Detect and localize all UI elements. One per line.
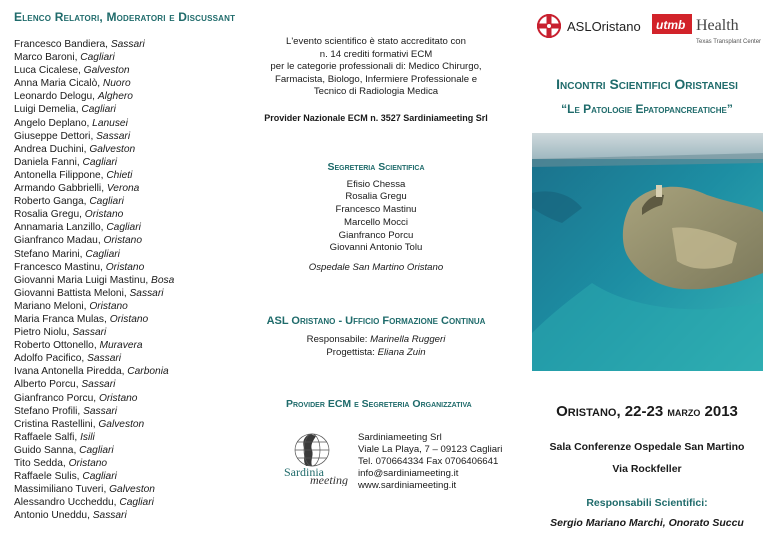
speaker-item bbox=[14, 444, 254, 457]
speaker-name: Francesco Bandiera, bbox=[14, 39, 111, 50]
speaker-name: Raffaele Salfi, bbox=[14, 431, 81, 443]
speaker-city: Sassari bbox=[87, 353, 122, 365]
speaker-item bbox=[14, 64, 254, 77]
speaker-city: Galveston bbox=[109, 484, 155, 496]
asl-responsible-label: Responsabile: bbox=[306, 334, 371, 346]
event-month: marzo bbox=[667, 404, 701, 419]
provider-contact bbox=[358, 432, 502, 492]
speaker-item bbox=[14, 352, 254, 365]
speaker-name: Giuseppe Dettori, bbox=[14, 130, 97, 142]
speaker-city: Sassari bbox=[129, 287, 164, 299]
accreditation-line: n. 14 crediti formativi ECM bbox=[319, 48, 433, 60]
speaker-name: Roberto Ottonello, bbox=[14, 340, 100, 352]
speaker-city: Cagliari bbox=[106, 222, 141, 234]
speaker-city: Isili bbox=[80, 431, 95, 443]
speaker-item bbox=[14, 405, 254, 418]
speaker-name: Daniela Fanni, bbox=[14, 156, 83, 168]
asl-designer bbox=[258, 346, 494, 359]
speaker-city: Sassari bbox=[81, 379, 116, 391]
speaker-name: Rosalia Gregu, bbox=[14, 209, 85, 221]
speaker-item bbox=[14, 169, 254, 182]
speaker-item bbox=[14, 470, 254, 483]
speaker-item bbox=[14, 195, 254, 208]
speaker-item bbox=[14, 51, 254, 64]
speaker-item bbox=[14, 77, 254, 90]
event-days: , 22-23 bbox=[616, 403, 668, 420]
speaker-city: Verona bbox=[106, 183, 140, 195]
sardiniameeting-logo bbox=[282, 430, 352, 486]
utmb-badge-text: utmb bbox=[656, 18, 686, 32]
speaker-name: Angelo Deplano, bbox=[14, 117, 93, 129]
speaker-city: Oristano bbox=[109, 313, 149, 325]
segreteria-place: Ospedale San Martino Oristano bbox=[308, 262, 444, 274]
speaker-name: Pietro Niolu, bbox=[14, 327, 73, 339]
speakers-title: Elenco Relatori, Moderatori e Discussant bbox=[14, 10, 236, 24]
speaker-name: Francesco Mastinu, bbox=[14, 261, 106, 273]
speaker-item bbox=[14, 496, 254, 509]
speaker-city: Muravera bbox=[99, 340, 143, 352]
speaker-city: Cagliari bbox=[81, 104, 116, 116]
asl-designer-label: Progettista: bbox=[326, 347, 378, 359]
speaker-city: Galveston bbox=[83, 65, 130, 77]
speaker-name: Marco Baroni, bbox=[14, 52, 81, 64]
speaker-city: Chieti bbox=[106, 169, 133, 181]
speaker-item bbox=[14, 261, 254, 274]
segreteria-member: Giovanni Antonio Tolu bbox=[329, 242, 423, 254]
speaker-name: Gianfranco Madau, bbox=[14, 235, 104, 247]
speaker-name: Gianfranco Porcu, bbox=[14, 392, 99, 404]
speaker-city: Cagliari bbox=[80, 52, 115, 64]
speaker-item bbox=[14, 418, 254, 431]
segreteria-member: Efisio Chessa bbox=[346, 178, 406, 190]
contact-email[interactable]: info@sardiniameeting.it bbox=[358, 468, 459, 479]
accreditation-line: per le categorie professionali di: Medico Chirurgo, bbox=[270, 61, 482, 72]
speaker-city: Galveston bbox=[89, 143, 136, 155]
speaker-item bbox=[14, 509, 254, 522]
speaker-item bbox=[14, 483, 254, 496]
speaker-name: Luca Cicalese, bbox=[14, 65, 84, 77]
speaker-item bbox=[14, 274, 254, 287]
speaker-name: Antonella Filippone, bbox=[14, 169, 107, 181]
speaker-city: Carbonia bbox=[127, 366, 169, 378]
speaker-city: Nuoro bbox=[102, 78, 131, 90]
speaker-item bbox=[14, 378, 254, 391]
speaker-city: Oristano bbox=[89, 300, 128, 312]
speaker-city: Sassari bbox=[110, 39, 145, 50]
speaker-city: Cagliari bbox=[82, 471, 117, 483]
asl-oristano-logo bbox=[535, 12, 655, 40]
provider-line: Provider Nazionale ECM n. 3527 Sardiniameeting Srl bbox=[264, 112, 488, 123]
tower-icon bbox=[656, 185, 662, 197]
speaker-name: Stefano Marini, bbox=[14, 248, 86, 260]
speaker-name: Maria Franca Mulas, bbox=[14, 313, 110, 325]
speaker-city: Cagliari bbox=[85, 248, 120, 260]
contact-line: Tel. 070664334 Fax 0706406641 bbox=[358, 456, 499, 467]
asl-responsible-name: Marinella Ruggeri bbox=[370, 334, 446, 346]
speaker-name: Anna Maria Cicalò, bbox=[14, 78, 103, 90]
speaker-name: Alberto Porcu, bbox=[14, 379, 82, 391]
speaker-item bbox=[14, 326, 254, 339]
speaker-item bbox=[14, 287, 254, 300]
speaker-item bbox=[14, 248, 254, 261]
asl-cross-icon bbox=[537, 14, 561, 38]
speaker-name: Massimiliano Tuveri, bbox=[14, 484, 110, 496]
speaker-item bbox=[14, 221, 254, 234]
speaker-city: Oristano bbox=[105, 261, 145, 273]
aerial-coast-photo bbox=[532, 133, 763, 371]
asl-designer-name: Eliana Zuin bbox=[377, 347, 426, 359]
speaker-city: Bosa bbox=[151, 274, 175, 286]
segreteria-member: Rosalia Gregu bbox=[345, 191, 407, 203]
speaker-item bbox=[14, 457, 254, 470]
speaker-city: Cagliari bbox=[89, 196, 124, 208]
event-year: 2013 bbox=[700, 403, 738, 420]
utmb-health-text: Health bbox=[696, 17, 739, 34]
speaker-city: Cagliari bbox=[119, 497, 154, 509]
speaker-city: Oristano bbox=[84, 209, 124, 221]
speaker-name: Giovanni Maria Luigi Mastinu, bbox=[14, 274, 152, 286]
speaker-name: Adolfo Pacifico, bbox=[14, 353, 88, 365]
speaker-item bbox=[14, 182, 254, 195]
speaker-item bbox=[14, 103, 254, 116]
scientific-leads-names: Sergio Mariano Marchi, Onorato Succu bbox=[550, 517, 744, 529]
segreteria-member: Francesco Mastinu bbox=[335, 204, 417, 216]
speaker-city: Oristano bbox=[98, 392, 138, 404]
contact-line: Sardiniameeting Srl bbox=[358, 432, 442, 443]
speaker-name: Roberto Ganga, bbox=[14, 196, 90, 208]
speaker-item bbox=[14, 117, 254, 130]
speaker-name: Leonardo Delogu, bbox=[14, 91, 98, 103]
asl-responsible bbox=[258, 333, 494, 346]
speaker-item bbox=[14, 208, 254, 221]
speaker-item bbox=[14, 339, 254, 352]
speaker-name: Cristina Rastellini, bbox=[14, 418, 99, 430]
speaker-item bbox=[14, 431, 254, 444]
speaker-item bbox=[14, 143, 254, 156]
asl-logo-text: ASLOristano bbox=[567, 19, 641, 34]
provider-title: Provider ECM e Segreteria Organizzativa bbox=[286, 398, 472, 410]
speaker-item bbox=[14, 90, 254, 103]
speaker-name: Andrea Duchini, bbox=[14, 143, 90, 155]
event-city: Oristano bbox=[556, 403, 617, 420]
speaker-item bbox=[14, 392, 254, 405]
event-title: Incontri Scientifici Oristanesi bbox=[556, 76, 738, 92]
speaker-item bbox=[14, 156, 254, 169]
utmb-sub-text: Texas Transplant Center bbox=[696, 39, 762, 45]
event-date bbox=[532, 403, 762, 420]
speaker-city: Sassari bbox=[83, 405, 118, 417]
speaker-name: Luigi Demelia, bbox=[14, 104, 82, 116]
event-subtitle: “Le Patologie Epatopancreatiche” bbox=[561, 102, 733, 116]
speaker-name: Antonio Uneddu, bbox=[14, 510, 93, 522]
event-street: Via Rockfeller bbox=[612, 463, 682, 475]
speaker-name: Guido Sanna, bbox=[14, 444, 80, 456]
speaker-item bbox=[14, 365, 254, 378]
segreteria-member: Marcello Mocci bbox=[344, 216, 408, 228]
segreteria-member: Gianfranco Porcu bbox=[338, 229, 414, 241]
asl-office-title: ASL Oristano - Ufficio Formazione Continua bbox=[266, 315, 486, 328]
speaker-city: Alghero bbox=[97, 91, 133, 103]
contact-line: Viale La Playa, 7 – 09123 Cagliari bbox=[358, 444, 503, 455]
speaker-item bbox=[14, 38, 254, 51]
speaker-city: Sassari bbox=[72, 327, 107, 339]
speaker-item bbox=[14, 234, 254, 247]
speaker-name: Stefano Profili, bbox=[14, 405, 84, 417]
speaker-name: Alessandro Uccheddu, bbox=[14, 497, 120, 509]
speaker-item bbox=[14, 130, 254, 143]
speaker-name: Raffaele Sulis, bbox=[14, 471, 83, 483]
utmb-health-logo bbox=[652, 12, 764, 52]
accreditation-line: Farmacista, Biologo, Infermiere Professionale e bbox=[274, 73, 478, 85]
speaker-city: Lanusei bbox=[92, 117, 128, 129]
speaker-city: Sassari bbox=[92, 510, 127, 522]
speaker-item bbox=[14, 300, 254, 313]
scientific-leads-title: Responsabili Scientifici: bbox=[586, 497, 708, 509]
accreditation-text bbox=[258, 36, 494, 99]
speaker-item bbox=[14, 313, 254, 326]
speaker-name: Tito Sedda, bbox=[14, 458, 69, 469]
segreteria-title: Segreteria Scientifica bbox=[327, 160, 425, 173]
speaker-city: Cagliari bbox=[82, 156, 118, 168]
speaker-name: Annamaria Lanzillo, bbox=[14, 222, 107, 234]
info-column bbox=[258, 36, 494, 359]
speaker-city: Cagliari bbox=[79, 444, 114, 456]
event-venue: Sala Conferenze Ospedale San Martino bbox=[549, 441, 745, 453]
speaker-city: Oristano bbox=[68, 458, 108, 469]
contact-website[interactable]: www.sardiniameeting.it bbox=[358, 480, 457, 491]
speakers-list bbox=[14, 38, 254, 522]
speakers-column bbox=[14, 10, 254, 522]
segreteria-list bbox=[258, 179, 494, 256]
logo-word-meeting: meeting bbox=[310, 473, 348, 486]
speaker-name: Armando Gabbrielli, bbox=[14, 183, 107, 195]
speaker-city: Oristano bbox=[103, 235, 142, 247]
speaker-name: Giovanni Battista Meloni, bbox=[14, 287, 130, 299]
speaker-city: Sassari bbox=[96, 130, 131, 142]
accreditation-line: Tecnico di Radiologia Medica bbox=[313, 86, 439, 97]
accreditation-line: L'evento scientifico è stato accreditato con bbox=[286, 36, 466, 47]
speaker-city: Galveston bbox=[98, 418, 145, 430]
speaker-name: Mariano Meloni, bbox=[14, 300, 90, 312]
logo-word-sardinia: Sardinia bbox=[284, 465, 324, 479]
speaker-name: Ivana Antonella Piredda, bbox=[14, 366, 128, 378]
